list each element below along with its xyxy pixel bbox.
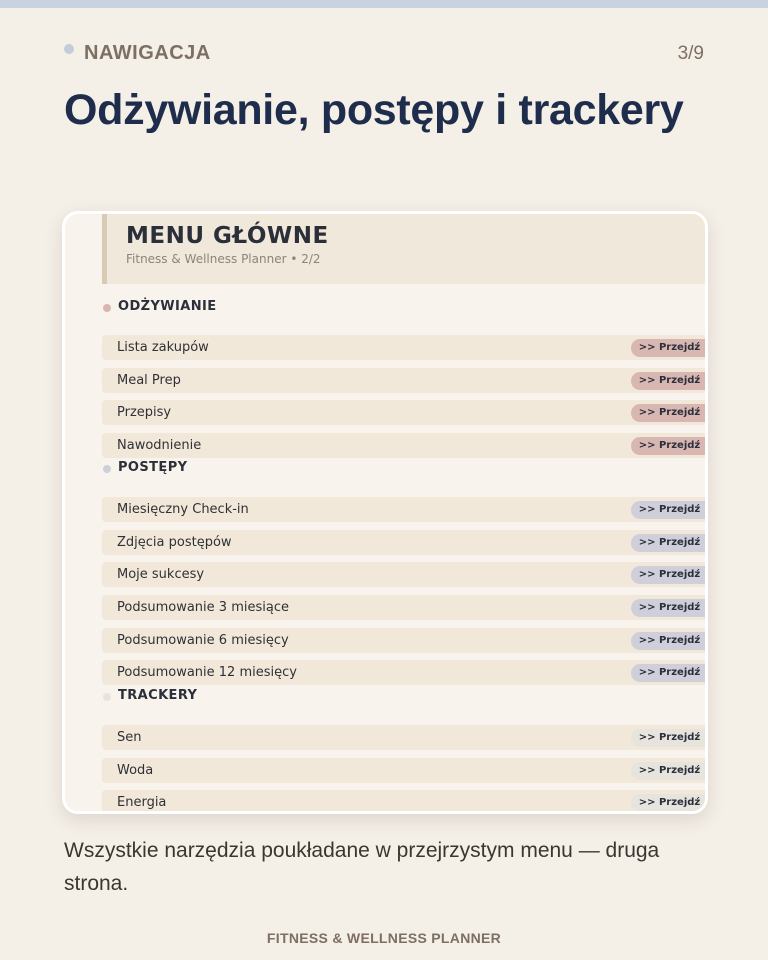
- menu-row-label: Podsumowanie 12 miesięcy: [117, 665, 297, 680]
- menu-row-summary-12-months[interactable]: [102, 660, 708, 685]
- menu-row-label: Miesięczny Check-in: [117, 502, 249, 517]
- go-button[interactable]: >> Przejdź: [631, 339, 708, 357]
- go-button[interactable]: >> Przejdź: [631, 794, 708, 812]
- kicker-label: NAWIGACJA: [84, 42, 211, 64]
- menu-row-label: Meal Prep: [117, 373, 181, 388]
- menu-screenshot-card: [62, 211, 708, 814]
- menu-subtitle: Fitness & Wellness Planner • 2/2: [126, 252, 321, 266]
- menu-row-label: Sen: [117, 730, 142, 745]
- go-button[interactable]: >> Przejdź: [631, 372, 708, 390]
- go-button[interactable]: >> Przejdź: [631, 664, 708, 682]
- menu-row-label: Woda: [117, 763, 154, 778]
- menu-row-energy[interactable]: [102, 790, 708, 814]
- menu-row-label: Podsumowanie 6 miesięcy: [117, 633, 289, 648]
- go-button[interactable]: >> Przejdź: [631, 404, 708, 422]
- menu-row-label: Lista zakupów: [117, 340, 209, 355]
- section-heading-trackers: TRACKERY: [118, 688, 198, 703]
- menu-title: MENU GŁÓWNE: [126, 223, 329, 249]
- go-button[interactable]: >> Przejdź: [631, 437, 708, 455]
- menu-row-hydration[interactable]: [102, 433, 708, 458]
- go-button[interactable]: >> Przejdź: [631, 632, 708, 650]
- page-title: Odżywianie, postępy i trackery: [64, 86, 684, 134]
- go-button[interactable]: >> Przejdź: [631, 729, 708, 747]
- menu-row-progress-photos[interactable]: [102, 530, 708, 555]
- menu-row-summary-3-months[interactable]: [102, 595, 708, 620]
- go-button[interactable]: >> Przejdź: [631, 501, 708, 519]
- go-button[interactable]: >> Przejdź: [631, 566, 708, 584]
- menu-row-meal-prep[interactable]: [102, 368, 708, 393]
- go-button[interactable]: >> Przejdź: [631, 599, 708, 617]
- go-button[interactable]: >> Przejdź: [631, 534, 708, 552]
- menu-row-shopping-list[interactable]: [102, 335, 708, 360]
- menu-row-summary-6-months[interactable]: [102, 628, 708, 653]
- menu-row-label: Nawodnienie: [117, 438, 202, 453]
- menu-row-label: Podsumowanie 3 miesiące: [117, 600, 289, 615]
- menu-row-my-successes[interactable]: [102, 562, 708, 587]
- section-dot-nutrition: [103, 304, 111, 312]
- menu-row-label: Moje sukcesy: [117, 567, 205, 582]
- menu-row-water[interactable]: [102, 758, 708, 783]
- go-button[interactable]: >> Przejdź: [631, 762, 708, 780]
- menu-row-sleep[interactable]: [102, 725, 708, 750]
- top-accent-strip: [0, 0, 768, 8]
- section-heading-progress: POSTĘPY: [118, 460, 188, 475]
- menu-header: [102, 214, 708, 284]
- menu-row-label: Przepisy: [117, 405, 172, 420]
- page-number: 3/9: [677, 43, 704, 64]
- kicker-dot: [64, 44, 74, 54]
- footer-brand: FITNESS & WELLNESS PLANNER: [266, 930, 502, 946]
- menu-row-label: Zdjęcia postępów: [117, 535, 232, 550]
- menu-row-recipes[interactable]: [102, 400, 708, 425]
- menu-row-label: Energia: [117, 795, 167, 810]
- section-dot-trackers: [103, 693, 111, 701]
- caption-text: Wszystkie narzędzia poukładane w przejrzystym menu — druga strona.: [64, 839, 660, 895]
- section-dot-progress: [103, 465, 111, 473]
- menu-row-monthly-check-in[interactable]: [102, 497, 708, 522]
- section-heading-nutrition: ODŻYWIANIE: [118, 299, 217, 314]
